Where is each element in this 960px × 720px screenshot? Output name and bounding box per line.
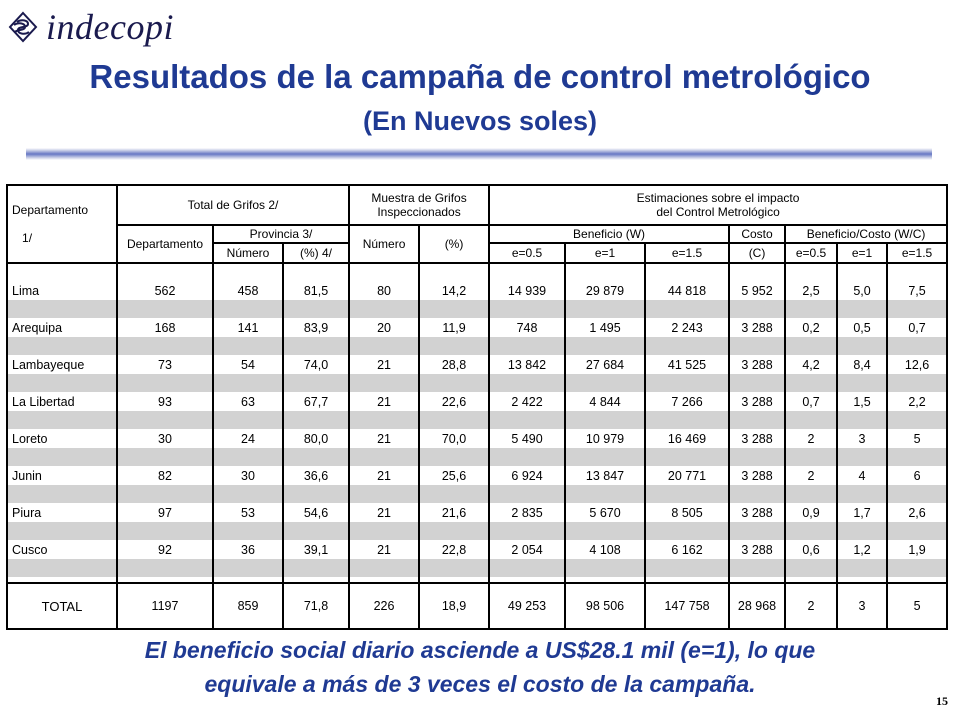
table-cell: 44 818 xyxy=(645,281,729,300)
header-b-e15: e=1.5 xyxy=(645,243,729,263)
table-cell-departamento: Lambayeque xyxy=(7,355,117,374)
table-cell-blank xyxy=(117,300,213,318)
table-cell-blank xyxy=(729,337,785,355)
table-cell: 21 xyxy=(349,392,419,411)
table-cell-blank xyxy=(645,263,729,281)
table-cell-blank xyxy=(213,485,283,503)
table-cell-blank xyxy=(565,522,645,540)
table-cell-blank xyxy=(283,559,349,577)
table-cell-blank xyxy=(785,559,837,577)
table-cell-blank xyxy=(645,337,729,355)
table-cell-blank xyxy=(283,374,349,392)
table-cell-blank xyxy=(489,485,565,503)
total-cell: 2 xyxy=(785,583,837,629)
header-costo-c: (C) xyxy=(729,243,785,263)
table-cell: 4 844 xyxy=(565,392,645,411)
table-cell-blank xyxy=(785,263,837,281)
table-cell-blank xyxy=(7,374,117,392)
table-cell-blank xyxy=(419,522,489,540)
table-cell: 458 xyxy=(213,281,283,300)
header-estimaciones: Estimaciones sobre el impacto del Control Metrológico xyxy=(489,185,947,225)
table-cell-blank xyxy=(729,374,785,392)
page-title: Resultados de la campaña de control metrológico xyxy=(89,58,871,95)
table-cell-blank xyxy=(645,374,729,392)
total-cell: 226 xyxy=(349,583,419,629)
table-cell: 81,5 xyxy=(283,281,349,300)
table-cell-blank xyxy=(565,263,645,281)
table-cell: 3 288 xyxy=(729,355,785,374)
table-cell: 3 288 xyxy=(729,392,785,411)
table-cell-blank xyxy=(565,337,645,355)
table-cell-blank xyxy=(7,448,117,466)
table-row xyxy=(7,281,947,300)
table-cell-blank xyxy=(887,485,947,503)
header-b-e1: e=1 xyxy=(565,243,645,263)
table-cell-blank xyxy=(489,300,565,318)
table-cell: 562 xyxy=(117,281,213,300)
table-cell: 748 xyxy=(489,318,565,337)
table-cell-blank xyxy=(419,337,489,355)
table-cell-blank xyxy=(645,485,729,503)
table-cell-blank xyxy=(419,448,489,466)
total-cell: 3 xyxy=(837,583,887,629)
table-cell: 80,0 xyxy=(283,429,349,448)
table-stripe-row xyxy=(7,559,947,577)
table-cell: 5 490 xyxy=(489,429,565,448)
table-cell-blank xyxy=(729,559,785,577)
table-cell-blank xyxy=(837,522,887,540)
table-cell: 21 xyxy=(349,429,419,448)
table-cell-blank xyxy=(213,411,283,429)
table-cell-blank xyxy=(887,559,947,577)
header-dept-col: Departamento xyxy=(117,225,213,263)
table-cell-blank xyxy=(565,559,645,577)
table-cell-blank xyxy=(489,448,565,466)
total-cell: 28 968 xyxy=(729,583,785,629)
table-cell: 93 xyxy=(117,392,213,411)
table-cell: 12,6 xyxy=(887,355,947,374)
table-cell-blank xyxy=(729,411,785,429)
table-cell-blank xyxy=(837,411,887,429)
table-cell-departamento: Piura xyxy=(7,503,117,522)
table-cell: 29 879 xyxy=(565,281,645,300)
table-cell: 67,7 xyxy=(283,392,349,411)
table-cell: 97 xyxy=(117,503,213,522)
table-cell: 14 939 xyxy=(489,281,565,300)
table-cell: 1,5 xyxy=(837,392,887,411)
table-cell-blank xyxy=(887,300,947,318)
table-cell-blank xyxy=(283,263,349,281)
header-row-top xyxy=(7,185,947,225)
header-row-mid xyxy=(7,225,947,243)
table-cell: 6 162 xyxy=(645,540,729,559)
header-prov-pct: (%) 4/ xyxy=(283,243,349,263)
header-departamento: Departamento 1/ xyxy=(7,185,117,263)
table-cell: 21 xyxy=(349,355,419,374)
table-cell: 22,6 xyxy=(419,392,489,411)
table-cell: 2,6 xyxy=(887,503,947,522)
table-cell: 80 xyxy=(349,281,419,300)
table-cell-blank xyxy=(349,374,419,392)
table-cell: 5,0 xyxy=(837,281,887,300)
table-cell: 83,9 xyxy=(283,318,349,337)
table-cell-blank xyxy=(489,374,565,392)
table-spacer-row xyxy=(7,263,947,281)
table-cell: 0,7 xyxy=(887,318,947,337)
table-cell-blank xyxy=(729,522,785,540)
table-cell: 73 xyxy=(117,355,213,374)
table-cell-blank xyxy=(283,448,349,466)
table-cell-blank xyxy=(283,411,349,429)
table-cell-blank xyxy=(887,448,947,466)
table-cell: 3 288 xyxy=(729,466,785,485)
table-cell-blank xyxy=(785,522,837,540)
total-cell: 98 506 xyxy=(565,583,645,629)
header-costo: Costo xyxy=(729,225,785,243)
table-cell: 4 108 xyxy=(565,540,645,559)
table-body xyxy=(7,263,947,629)
header-provincia: Provincia 3/ xyxy=(213,225,349,243)
table-cell-blank xyxy=(213,374,283,392)
table-cell-departamento: Loreto xyxy=(7,429,117,448)
table-cell: 2 xyxy=(785,466,837,485)
table-cell: 4 xyxy=(837,466,887,485)
table-cell-blank xyxy=(349,448,419,466)
header-r-e15: e=1.5 xyxy=(887,243,947,263)
table-cell: 13 842 xyxy=(489,355,565,374)
logo xyxy=(6,6,174,48)
total-cell: 859 xyxy=(213,583,283,629)
table-cell-blank xyxy=(837,485,887,503)
table-cell: 0,7 xyxy=(785,392,837,411)
table-cell-blank xyxy=(565,300,645,318)
total-label: TOTAL xyxy=(7,583,117,629)
table-cell-blank xyxy=(785,374,837,392)
table-cell: 20 xyxy=(349,318,419,337)
table-cell: 0,5 xyxy=(837,318,887,337)
table-stripe-row xyxy=(7,448,947,466)
table-cell: 82 xyxy=(117,466,213,485)
total-cell: 5 xyxy=(887,583,947,629)
table-cell: 3 288 xyxy=(729,540,785,559)
table-cell-blank xyxy=(7,337,117,355)
table-cell: 7 266 xyxy=(645,392,729,411)
table-cell-blank xyxy=(213,337,283,355)
table-cell-blank xyxy=(645,300,729,318)
table-cell-blank xyxy=(837,300,887,318)
table-cell: 3 xyxy=(837,429,887,448)
table-cell-blank xyxy=(887,522,947,540)
table-cell-blank xyxy=(837,448,887,466)
table-cell-blank xyxy=(837,337,887,355)
table-cell: 2,2 xyxy=(887,392,947,411)
table-cell-departamento: Lima xyxy=(7,281,117,300)
table-cell: 39,1 xyxy=(283,540,349,559)
table-cell-blank xyxy=(489,522,565,540)
header-r-e1: e=1 xyxy=(837,243,887,263)
table-cell: 5 670 xyxy=(565,503,645,522)
table-cell: 3 288 xyxy=(729,429,785,448)
table-cell-departamento: Arequipa xyxy=(7,318,117,337)
table-cell-blank xyxy=(785,448,837,466)
table-cell-blank xyxy=(419,485,489,503)
table-cell: 6 924 xyxy=(489,466,565,485)
table-stripe-row xyxy=(7,485,947,503)
table-cell-blank xyxy=(349,522,419,540)
table-cell-blank xyxy=(565,485,645,503)
header-pct-muestra: (%) xyxy=(419,225,489,263)
table-cell: 2 835 xyxy=(489,503,565,522)
title-divider xyxy=(26,148,932,160)
table-cell-departamento: La Libertad xyxy=(7,392,117,411)
table-cell-blank xyxy=(785,411,837,429)
table-cell: 2 xyxy=(785,429,837,448)
table-cell: 92 xyxy=(117,540,213,559)
table-cell-blank xyxy=(117,522,213,540)
table-cell-blank xyxy=(887,374,947,392)
table-cell-blank xyxy=(645,522,729,540)
table-cell-blank xyxy=(117,485,213,503)
table-cell-blank xyxy=(213,559,283,577)
table-cell-blank xyxy=(7,559,117,577)
indecopi-logo-icon xyxy=(6,10,40,44)
table-cell: 70,0 xyxy=(419,429,489,448)
table-cell-blank xyxy=(213,263,283,281)
table-cell: 7,5 xyxy=(887,281,947,300)
table-cell-blank xyxy=(565,374,645,392)
table-cell: 13 847 xyxy=(565,466,645,485)
table-cell: 21 xyxy=(349,503,419,522)
table-cell: 10 979 xyxy=(565,429,645,448)
table-cell-blank xyxy=(419,411,489,429)
table-cell: 0,6 xyxy=(785,540,837,559)
table-cell-blank xyxy=(419,374,489,392)
table-row xyxy=(7,318,947,337)
table-cell: 2,5 xyxy=(785,281,837,300)
page-number: 15 xyxy=(936,694,948,708)
footer-note xyxy=(0,633,960,701)
table-cell-blank xyxy=(489,337,565,355)
table-cell: 20 771 xyxy=(645,466,729,485)
table-stripe-row xyxy=(7,522,947,540)
total-cell: 1197 xyxy=(117,583,213,629)
table-stripe-row xyxy=(7,300,947,318)
table-cell-blank xyxy=(419,300,489,318)
table-cell-blank xyxy=(489,559,565,577)
table-cell-blank xyxy=(283,522,349,540)
table-cell-blank xyxy=(887,337,947,355)
table-cell: 141 xyxy=(213,318,283,337)
table-cell: 6 xyxy=(887,466,947,485)
total-cell: 71,8 xyxy=(283,583,349,629)
header-total-grifos: Total de Grifos 2/ xyxy=(117,185,349,225)
table-cell-blank xyxy=(785,485,837,503)
total-cell: 49 253 xyxy=(489,583,565,629)
table-row xyxy=(7,503,947,522)
table-cell: 30 xyxy=(213,466,283,485)
table-cell-blank xyxy=(117,374,213,392)
table-cell-blank xyxy=(349,411,419,429)
table-row xyxy=(7,466,947,485)
table-cell: 22,8 xyxy=(419,540,489,559)
header-ratio: Beneficio/Costo (W/C) xyxy=(785,225,947,243)
table-cell-blank xyxy=(7,485,117,503)
results-table xyxy=(6,184,948,630)
header-b-e05: e=0.5 xyxy=(489,243,565,263)
table-cell: 28,8 xyxy=(419,355,489,374)
table-cell-blank xyxy=(117,448,213,466)
table-cell-blank xyxy=(7,263,117,281)
total-cell: 18,9 xyxy=(419,583,489,629)
table-cell-blank xyxy=(213,448,283,466)
table-cell-blank xyxy=(729,485,785,503)
table-cell-blank xyxy=(837,374,887,392)
header-beneficio: Beneficio (W) xyxy=(489,225,729,243)
logo-text: indecopi xyxy=(46,7,174,47)
table-cell-blank xyxy=(117,559,213,577)
table-stripe-row xyxy=(7,411,947,429)
table-cell-blank xyxy=(213,300,283,318)
table-cell-blank xyxy=(349,485,419,503)
table-cell: 2 243 xyxy=(645,318,729,337)
table-cell-departamento: Junin xyxy=(7,466,117,485)
table-cell: 2 422 xyxy=(489,392,565,411)
table-row xyxy=(7,355,947,374)
table-cell: 25,6 xyxy=(419,466,489,485)
table-cell: 1,7 xyxy=(837,503,887,522)
table-cell: 21 xyxy=(349,466,419,485)
table-cell-blank xyxy=(645,448,729,466)
table-cell-blank xyxy=(419,559,489,577)
table-cell: 54 xyxy=(213,355,283,374)
table-row xyxy=(7,429,947,448)
table-cell-blank xyxy=(349,263,419,281)
header-prov-numero: Número xyxy=(213,243,283,263)
header-r-e05: e=0.5 xyxy=(785,243,837,263)
table-cell-blank xyxy=(283,300,349,318)
table-cell: 27 684 xyxy=(565,355,645,374)
table-cell: 0,9 xyxy=(785,503,837,522)
table-cell-blank xyxy=(283,485,349,503)
table-cell-blank xyxy=(565,411,645,429)
table-cell: 8 505 xyxy=(645,503,729,522)
table-cell: 63 xyxy=(213,392,283,411)
table-total-row xyxy=(7,583,947,629)
total-cell: 147 758 xyxy=(645,583,729,629)
table-row xyxy=(7,540,947,559)
table-stripe-row xyxy=(7,337,947,355)
table-cell: 36 xyxy=(213,540,283,559)
table-cell: 36,6 xyxy=(283,466,349,485)
header-muestra: Muestra de Grifos Inspeccionados xyxy=(349,185,489,225)
table-cell-blank xyxy=(887,263,947,281)
table-cell: 5 952 xyxy=(729,281,785,300)
table-cell-blank xyxy=(729,263,785,281)
table-cell: 1 495 xyxy=(565,318,645,337)
header-numero-muestra: Número xyxy=(349,225,419,263)
table-cell-blank xyxy=(729,448,785,466)
table-cell: 74,0 xyxy=(283,355,349,374)
table-cell: 3 288 xyxy=(729,503,785,522)
table-cell-blank xyxy=(785,337,837,355)
table-cell-blank xyxy=(565,448,645,466)
table-cell-blank xyxy=(349,337,419,355)
table-cell: 11,9 xyxy=(419,318,489,337)
table-cell: 30 xyxy=(117,429,213,448)
table-cell-blank xyxy=(117,411,213,429)
table-cell-blank xyxy=(837,263,887,281)
table-cell: 53 xyxy=(213,503,283,522)
table-cell: 4,2 xyxy=(785,355,837,374)
table-cell: 16 469 xyxy=(645,429,729,448)
table-cell-blank xyxy=(489,411,565,429)
table-cell: 41 525 xyxy=(645,355,729,374)
table-cell: 21 xyxy=(349,540,419,559)
table-cell-blank xyxy=(785,300,837,318)
footer-line-1: El beneficio social diario asciende a US$28.1 mil (e=1), lo que xyxy=(144,637,816,663)
table-cell-blank xyxy=(117,337,213,355)
table-cell-blank xyxy=(645,559,729,577)
table-cell: 21,6 xyxy=(419,503,489,522)
table-cell-blank xyxy=(837,559,887,577)
table-cell: 1,9 xyxy=(887,540,947,559)
table-cell-blank xyxy=(349,559,419,577)
table-cell-blank xyxy=(729,300,785,318)
table-cell-blank xyxy=(7,411,117,429)
table-cell-blank xyxy=(419,263,489,281)
table-cell: 5 xyxy=(887,429,947,448)
table-cell: 2 054 xyxy=(489,540,565,559)
page-subtitle: (En Nuevos soles) xyxy=(362,106,598,136)
table-row xyxy=(7,392,947,411)
table-cell: 14,2 xyxy=(419,281,489,300)
table-cell-blank xyxy=(117,263,213,281)
footer-line-2: equivale a más de 3 veces el costo de la campaña. xyxy=(204,671,756,697)
table-cell: 0,2 xyxy=(785,318,837,337)
table-cell-blank xyxy=(349,300,419,318)
table-cell: 8,4 xyxy=(837,355,887,374)
table-cell-blank xyxy=(7,522,117,540)
table-cell: 1,2 xyxy=(837,540,887,559)
table-cell-blank xyxy=(887,411,947,429)
table-cell-blank xyxy=(489,263,565,281)
table-cell-blank xyxy=(645,411,729,429)
table-cell: 24 xyxy=(213,429,283,448)
table-cell: 3 288 xyxy=(729,318,785,337)
table-cell: 168 xyxy=(117,318,213,337)
table-cell-departamento: Cusco xyxy=(7,540,117,559)
table-cell: 54,6 xyxy=(283,503,349,522)
table-stripe-row xyxy=(7,374,947,392)
table-cell-blank xyxy=(7,300,117,318)
table-cell-blank xyxy=(213,522,283,540)
table-cell-blank xyxy=(283,337,349,355)
